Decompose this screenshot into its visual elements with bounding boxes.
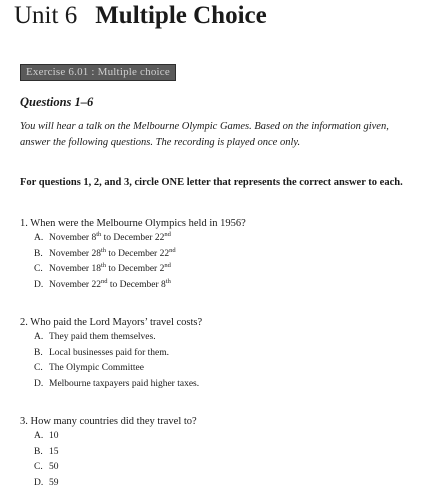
option-letter: D. bbox=[34, 378, 44, 389]
question-stem: 2. Who paid the Lord Mayors’ travel costs? bbox=[20, 317, 203, 328]
question-stem: 3. How many countries did they travel to? bbox=[20, 416, 197, 427]
option-list bbox=[20, 330, 415, 392]
question-stem: 1. When were the Melbourne Olympics held in 1956? bbox=[20, 218, 246, 229]
option-text: November 28 bbox=[49, 248, 101, 259]
option-a[interactable] bbox=[34, 231, 415, 247]
option-c[interactable] bbox=[34, 361, 415, 377]
option-text: 15 bbox=[49, 446, 59, 457]
option-b[interactable] bbox=[34, 247, 415, 263]
ordinal-suffix: th bbox=[100, 261, 107, 269]
question-1 bbox=[20, 216, 415, 293]
option-letter: C. bbox=[34, 462, 43, 472]
option-text: Local businesses paid for them. bbox=[49, 347, 170, 358]
option-text: They paid them themselves. bbox=[49, 332, 156, 342]
option-text: 10 bbox=[49, 431, 59, 441]
option-letter: D. bbox=[34, 279, 44, 290]
option-letter: B. bbox=[34, 446, 43, 457]
option-text: November 8 bbox=[49, 233, 97, 243]
option-letter: B. bbox=[34, 248, 43, 259]
option-letter: D. bbox=[34, 477, 44, 488]
option-letter: C. bbox=[34, 264, 43, 274]
unit-header bbox=[14, 2, 267, 30]
option-letter: A. bbox=[34, 332, 44, 342]
listening-instructions: You will hear a talk on the Melbourne Olympic Games. Based on the information given, answer the following questions. The recording is played once only. bbox=[20, 121, 389, 148]
option-text: November 22 bbox=[49, 279, 101, 290]
option-text: to December 2 bbox=[106, 264, 165, 274]
ordinal-suffix: th bbox=[100, 246, 107, 254]
option-b[interactable] bbox=[34, 346, 415, 362]
option-text: Melbourne taxpayers paid higher taxes. bbox=[49, 378, 200, 389]
ordinal-suffix: th bbox=[96, 230, 102, 238]
option-d[interactable] bbox=[34, 377, 415, 393]
unit-label: Unit 6 bbox=[14, 2, 78, 29]
option-text: to December 8 bbox=[107, 279, 166, 290]
exercise-banner: Exercise 6.01 : Multiple choice bbox=[20, 64, 176, 81]
option-c[interactable] bbox=[34, 460, 415, 476]
option-c[interactable] bbox=[34, 262, 415, 278]
option-letter: A. bbox=[34, 233, 44, 243]
option-list bbox=[20, 231, 415, 293]
option-b[interactable] bbox=[34, 445, 415, 461]
option-text: to December 22 bbox=[106, 248, 170, 259]
option-text: November 18 bbox=[49, 264, 101, 274]
section-title: Questions 1–6 bbox=[20, 95, 94, 109]
ordinal-suffix: nd bbox=[164, 230, 171, 238]
option-list bbox=[20, 429, 415, 491]
option-text: The Olympic Committee bbox=[49, 363, 144, 373]
option-text: to December 22 bbox=[101, 233, 165, 243]
option-letter: C. bbox=[34, 363, 43, 373]
option-a[interactable] bbox=[34, 330, 415, 346]
question-2 bbox=[20, 315, 415, 392]
option-d[interactable] bbox=[34, 278, 415, 294]
ordinal-suffix: nd bbox=[100, 277, 108, 285]
option-letter: B. bbox=[34, 347, 43, 358]
option-d[interactable] bbox=[34, 476, 415, 492]
ordinal-suffix: nd bbox=[169, 246, 176, 254]
answer-instructions: For questions 1, 2, and 3, circle ONE letter that represents the correct answer to each. bbox=[20, 177, 403, 188]
question-3 bbox=[20, 414, 415, 491]
ordinal-suffix: nd bbox=[164, 261, 171, 269]
ordinal-suffix: th bbox=[165, 277, 171, 285]
option-text: 59 bbox=[49, 477, 59, 488]
option-text: 50 bbox=[49, 462, 59, 472]
unit-title: Multiple Choice bbox=[95, 2, 267, 29]
option-letter: A. bbox=[34, 431, 44, 441]
option-a[interactable] bbox=[34, 429, 415, 445]
